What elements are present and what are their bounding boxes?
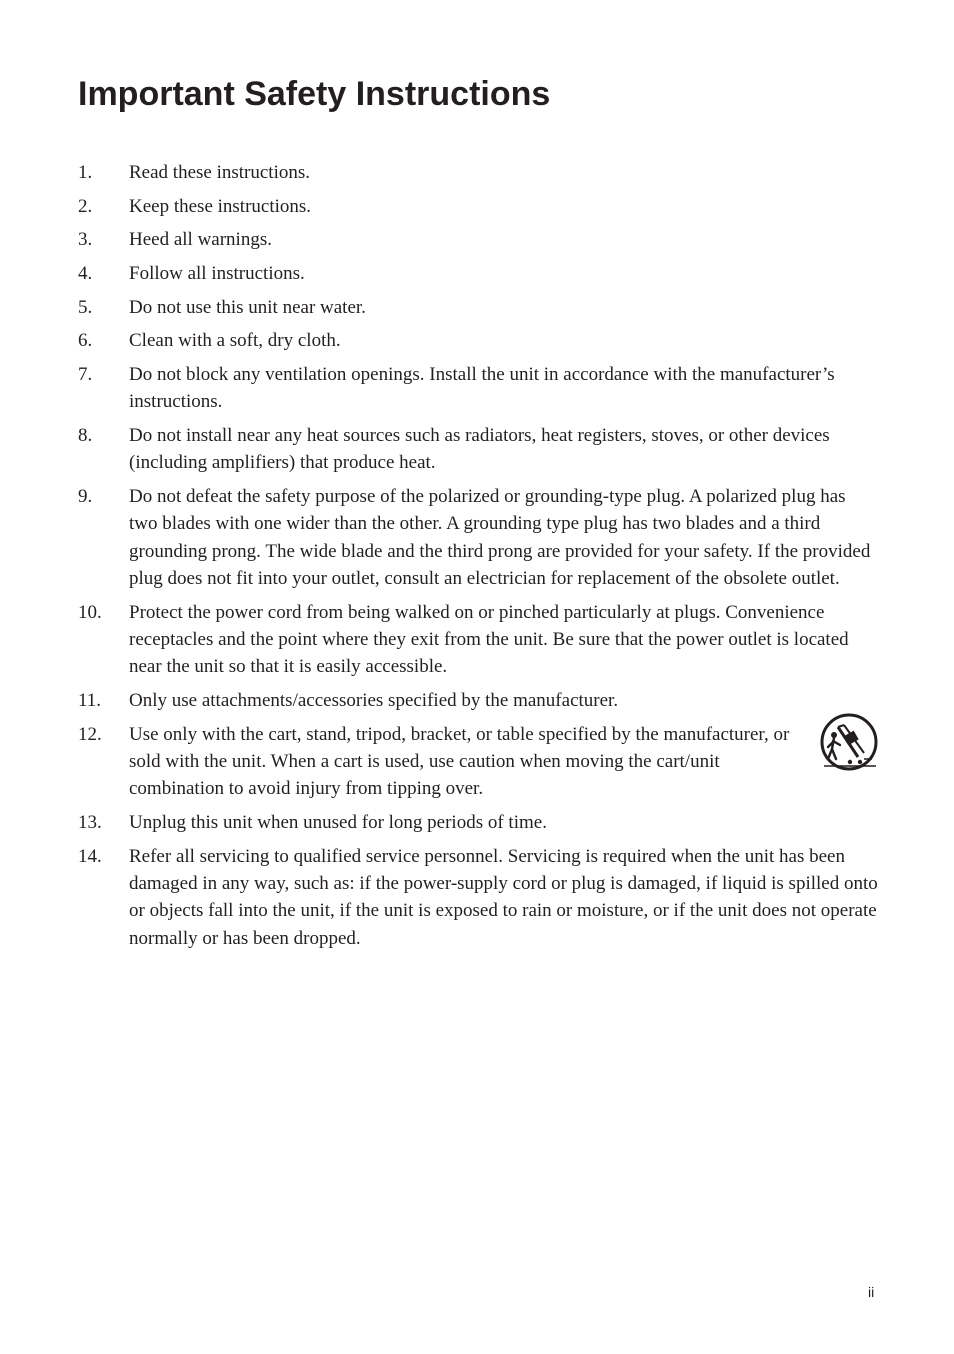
item-text: Follow all instructions.	[129, 263, 305, 285]
item-number: 13.	[78, 811, 102, 833]
item-number: 12.	[78, 723, 102, 745]
item-number: 7.	[78, 364, 93, 386]
list-item	[78, 843, 878, 952]
item-number: 1.	[78, 162, 93, 183]
item-number: 2.	[78, 195, 93, 217]
page-title: Important Safety Instructions	[78, 75, 551, 113]
item-number: 6.	[78, 330, 93, 352]
list-item	[78, 159, 878, 186]
list-item	[78, 226, 878, 253]
cart-tip-over-warning-icon	[820, 713, 878, 773]
page-number: ii	[868, 1284, 875, 1300]
safety-instructions-list	[78, 159, 878, 958]
list-item	[78, 599, 878, 681]
item-text: Clean with a soft, dry cloth.	[129, 330, 341, 352]
item-number: 8.	[78, 425, 93, 447]
item-number: 11.	[78, 689, 102, 711]
item-number: 3.	[78, 229, 93, 251]
list-item	[78, 361, 878, 416]
item-text: Unplug this unit when unused for long periods of time.	[129, 811, 547, 833]
item-text: Do not defeat the safety purpose of the polarized or grounding-type plug. A polarized plug has two blades with one wider than the other. A grounding type plug has two blades and a third grounding prong. The wide blade and the third prong are provided for your safety. If the provided plug does not fit into your outlet, consult an electrician for replacement of the obsolete outlet.	[129, 486, 871, 589]
list-item	[78, 687, 878, 714]
item-number: 4.	[78, 263, 93, 285]
item-number: 9.	[78, 486, 93, 508]
item-text: Use only with the cart, stand, tripod, bracket, or table specified by the manufacturer, or sold with the unit. When a cart is used, use caution when moving the cart/unit combination to avoid injury from tipping over.	[129, 723, 790, 800]
item-text: Protect the power cord from being walked on or pinched particularly at plugs. Convenience receptacles and the point where they exit from the unit. Be sure that the power outlet is located near the unit so that it is easily accessible.	[129, 601, 849, 678]
item-number: 10.	[78, 601, 102, 623]
item-text: Heed all warnings.	[129, 229, 272, 251]
list-item	[78, 327, 878, 354]
item-text: Do not block any ventilation openings. Install the unit in accordance with the manufacturer’s instructions.	[129, 364, 835, 413]
list-item	[78, 721, 878, 803]
item-text: Keep these instructions.	[129, 195, 312, 217]
item-number: 14.	[78, 845, 102, 867]
item-text: Refer all servicing to qualified service personnel. Servicing is required when the unit has been damaged in any way, such as: if the power-supply cord or plug is damaged, if liquid is spilled onto or objects fall into the unit, if the unit is exposed to rain or moisture, or if the unit does not operate normally or has been dropped.	[129, 845, 878, 949]
list-item	[78, 294, 878, 321]
item-text: Only use attachments/accessories specified by the manufacturer.	[129, 689, 619, 711]
item-text: Do not use this unit near water.	[129, 296, 366, 318]
list-item	[78, 809, 878, 836]
item-text: Read these instructions.	[129, 162, 310, 183]
item-number: 5.	[78, 296, 93, 318]
list-item	[78, 193, 878, 220]
list-item	[78, 483, 878, 592]
list-item	[78, 260, 878, 287]
item-text: Do not install near any heat sources such as radiators, heat registers, stoves, or other devices (including amplifiers) that produce heat.	[129, 425, 830, 474]
list-item	[78, 422, 878, 477]
